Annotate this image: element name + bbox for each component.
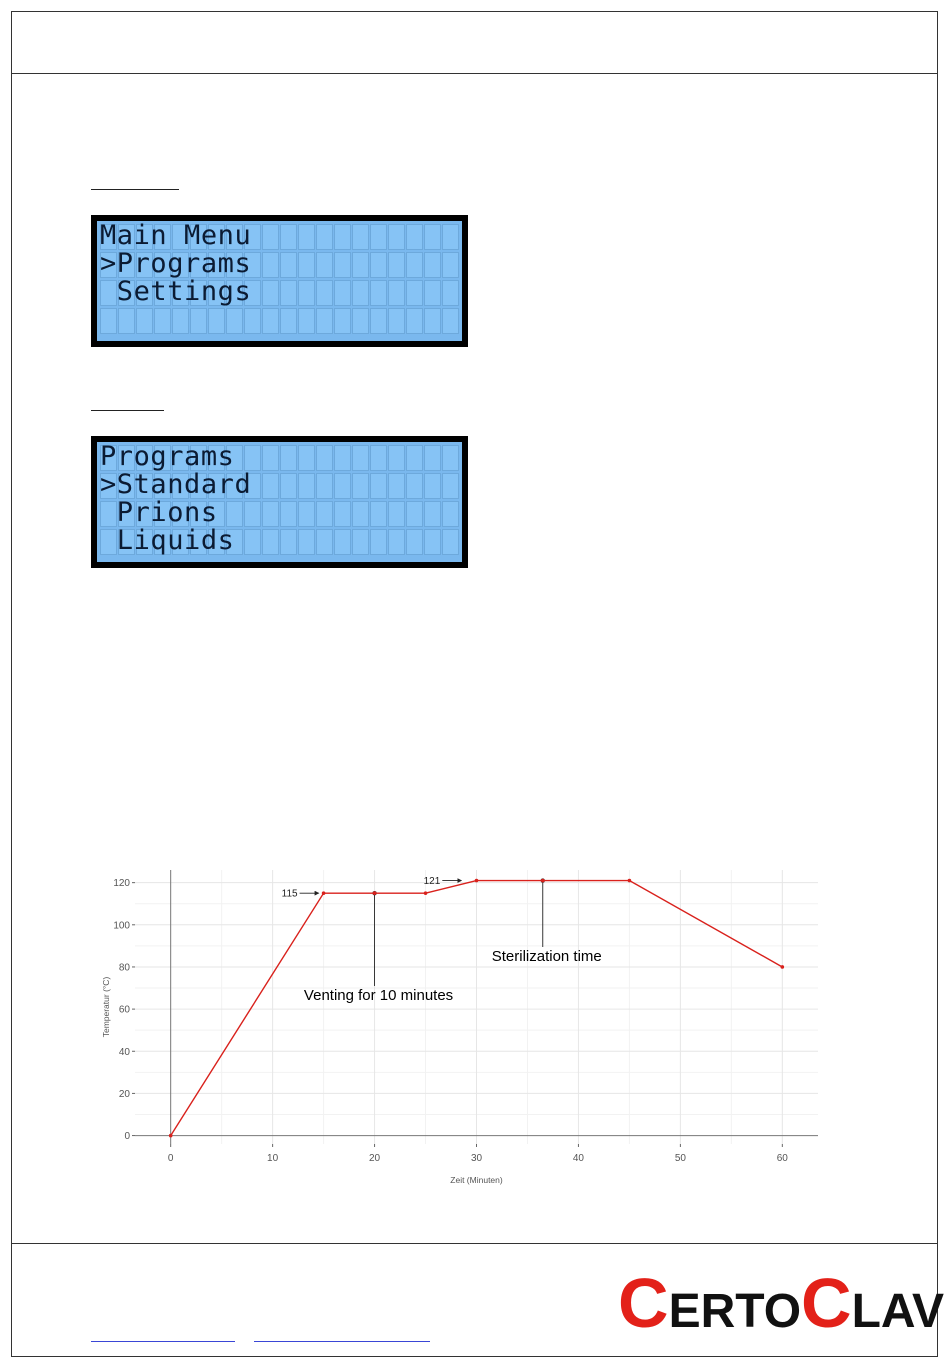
lcd-cell — [316, 224, 333, 250]
lcd-cell — [352, 501, 369, 527]
lcd-cell — [280, 308, 297, 334]
y-tick-label: 60 — [118, 1004, 130, 1016]
lcd-cell — [370, 280, 387, 306]
lcd-cell — [370, 252, 387, 278]
lcd-cell — [442, 308, 459, 334]
lcd-cell — [352, 224, 369, 250]
lcd-cell — [406, 473, 423, 499]
lcd-cell — [262, 501, 279, 527]
lcd-cell — [334, 280, 351, 306]
logo-letter: C — [801, 1264, 852, 1342]
data-point — [541, 879, 545, 883]
x-tick-label: 20 — [368, 1153, 381, 1164]
lcd-cell — [334, 473, 351, 499]
lcd-cell — [280, 501, 297, 527]
lcd-cell — [424, 224, 441, 250]
annotation-label: Venting for 10 minutes — [303, 987, 454, 1004]
lcd-cell — [442, 280, 459, 306]
header-divider — [11, 73, 938, 74]
annotation-label: 115 — [281, 888, 298, 900]
heading-underline-2 — [91, 410, 164, 411]
x-tick-label: 30 — [470, 1153, 483, 1164]
data-point — [628, 879, 632, 883]
y-tick-label: 20 — [118, 1088, 130, 1100]
lcd-cell — [352, 529, 369, 555]
lcd-cell — [262, 224, 279, 250]
link-underline-1 — [91, 1341, 235, 1342]
lcd-line: Prions — [100, 497, 218, 528]
lcd-cell — [280, 224, 297, 250]
lcd-cell — [388, 473, 405, 499]
lcd-cell — [316, 445, 333, 471]
lcd-main-menu — [91, 215, 468, 347]
lcd-cell — [280, 529, 297, 555]
chart-gridlines — [135, 870, 818, 1144]
lcd-cell — [298, 308, 315, 334]
annotation-label: 121 — [423, 876, 441, 888]
lcd-line — [100, 306, 251, 334]
logo-letters: ERTO — [668, 1285, 802, 1338]
y-tick-label: 80 — [118, 962, 130, 974]
data-point — [781, 965, 785, 969]
lcd-cell — [298, 252, 315, 278]
lcd-cell — [424, 445, 441, 471]
link-underline-2 — [254, 1341, 430, 1342]
lcd-cell — [352, 445, 369, 471]
lcd-cell — [406, 252, 423, 278]
lcd-cell — [262, 473, 279, 499]
lcd-cell — [262, 280, 279, 306]
lcd-cell — [424, 280, 441, 306]
lcd-cell — [424, 529, 441, 555]
chart-annotations — [282, 876, 602, 1004]
lcd-cell — [280, 473, 297, 499]
lcd-cell — [262, 529, 279, 555]
x-axis-label: Zeit (Minuten) — [450, 1175, 503, 1185]
lcd-cell — [406, 224, 423, 250]
lcd-cell — [442, 252, 459, 278]
data-point — [424, 891, 428, 895]
temperature-chart — [95, 862, 835, 1192]
lcd-cell — [442, 445, 459, 471]
lcd-cell — [388, 529, 405, 555]
y-tick-label: 40 — [118, 1046, 130, 1058]
lcd-cell — [442, 529, 459, 555]
lcd-cell — [442, 501, 459, 527]
data-point — [169, 1134, 173, 1138]
lcd-cell — [298, 501, 315, 527]
data-point — [373, 891, 377, 895]
lcd-cell — [316, 280, 333, 306]
lcd-cell — [298, 280, 315, 306]
heading-underline-1 — [91, 189, 179, 190]
lcd-cell — [406, 445, 423, 471]
lcd-cell — [298, 529, 315, 555]
lcd-cell — [424, 252, 441, 278]
lcd-cell — [316, 252, 333, 278]
annotation-label: Sterilization time — [491, 948, 602, 965]
logo-letters: LAV — [851, 1285, 945, 1338]
y-tick-label: 100 — [113, 920, 130, 932]
lcd-line: Programs — [100, 442, 235, 472]
lcd-cell — [316, 529, 333, 555]
lcd-cell — [262, 308, 279, 334]
lcd-cell — [370, 224, 387, 250]
lcd-cell — [334, 445, 351, 471]
lcd-cell — [316, 501, 333, 527]
lcd-cell — [316, 308, 333, 334]
lcd-cell — [388, 445, 405, 471]
footer-divider — [11, 1243, 938, 1244]
lcd-cell — [406, 501, 423, 527]
lcd-cell — [280, 445, 297, 471]
lcd-cell — [352, 308, 369, 334]
lcd-cell — [334, 224, 351, 250]
x-tick-label: 10 — [267, 1153, 279, 1164]
y-tick-label: 120 — [113, 878, 130, 890]
lcd-cell — [352, 473, 369, 499]
lcd-cell — [298, 473, 315, 499]
lcd-cell — [424, 308, 441, 334]
y-axis-label: Temperatur (°C) — [101, 976, 111, 1038]
lcd-cell — [316, 473, 333, 499]
lcd-cell — [334, 529, 351, 555]
lcd-cell — [370, 529, 387, 555]
lcd-cell — [406, 280, 423, 306]
lcd-cell — [388, 224, 405, 250]
data-point — [475, 879, 479, 883]
lcd-cell — [334, 501, 351, 527]
lcd-cell — [352, 252, 369, 278]
lcd-cell — [388, 308, 405, 334]
lcd-cell — [406, 529, 423, 555]
lcd-cell — [424, 501, 441, 527]
x-tick-label: 40 — [572, 1153, 585, 1164]
lcd-line: Liquids — [100, 525, 235, 556]
lcd-cell — [262, 445, 279, 471]
lcd-cell — [334, 308, 351, 334]
y-tick-label: 0 — [124, 1131, 130, 1143]
lcd-cell — [334, 252, 351, 278]
lcd-cell — [424, 473, 441, 499]
lcd-cell — [388, 501, 405, 527]
lcd-line: Settings — [100, 276, 252, 307]
x-tick-label: 60 — [776, 1153, 788, 1164]
lcd-cell — [370, 473, 387, 499]
lcd-line: Main Menu — [100, 221, 252, 251]
lcd-cell — [388, 252, 405, 278]
lcd-cell — [406, 308, 423, 334]
lcd-cell — [280, 280, 297, 306]
lcd-cell — [280, 252, 297, 278]
certoclav-logo — [618, 1264, 945, 1342]
lcd-cell — [388, 280, 405, 306]
lcd-cell — [370, 445, 387, 471]
data-point — [322, 891, 326, 895]
lcd-cell — [298, 445, 315, 471]
lcd-cell — [262, 252, 279, 278]
x-tick-label: 0 — [167, 1153, 174, 1164]
lcd-line: >Programs — [100, 248, 252, 279]
lcd-cell — [370, 501, 387, 527]
lcd-cell — [298, 224, 315, 250]
lcd-cell — [370, 308, 387, 334]
lcd-programs — [91, 436, 468, 568]
lcd-cell — [442, 224, 459, 250]
logo-letter: C — [618, 1264, 669, 1342]
lcd-line: >Standard — [100, 469, 252, 500]
chart-tick-labels — [113, 878, 788, 1164]
x-tick-label: 50 — [674, 1153, 686, 1164]
lcd-cell — [442, 473, 459, 499]
lcd-cell — [352, 280, 369, 306]
